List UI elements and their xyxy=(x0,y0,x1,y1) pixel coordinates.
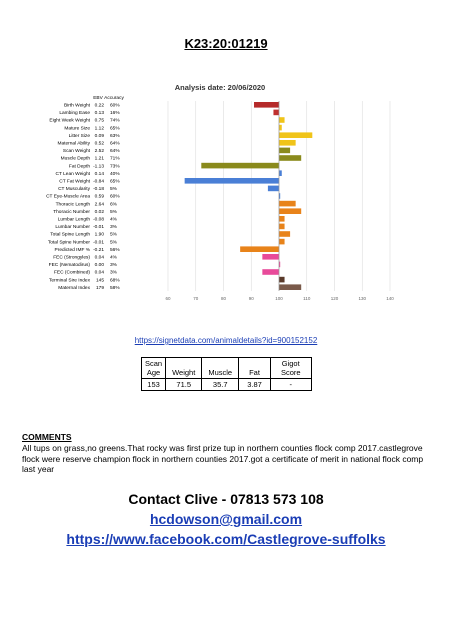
bar xyxy=(279,125,282,131)
scan-table xyxy=(141,357,312,391)
ebv-value: 1.12 xyxy=(94,126,104,132)
contact-line: Contact Clive - 07813 573 108 xyxy=(128,491,324,507)
trait-label: Total Spine Length xyxy=(50,232,90,238)
ebv-value: 2.64 xyxy=(94,202,104,208)
bar xyxy=(201,163,279,169)
x-tick-label: 100 xyxy=(275,296,283,301)
gigot-score-value: - xyxy=(270,379,311,391)
trait-label: Eight Week Weight xyxy=(49,118,90,124)
ebv-value: 0.75 xyxy=(94,118,104,124)
ebv-chart-svg xyxy=(46,80,400,312)
accuracy-value: 60% xyxy=(110,103,120,109)
email-link[interactable]: hcdowson@gmail.com xyxy=(149,511,303,527)
trait-label: Thoracic Number xyxy=(53,209,90,215)
bar xyxy=(279,277,285,283)
trait-label: CT Eye-Muscle Area xyxy=(46,194,90,200)
trait-label: Maternal Ability xyxy=(57,141,90,147)
accuracy-value: 5% xyxy=(110,232,117,238)
ebv-value: -0.01 xyxy=(93,225,104,231)
ebv-value: -1.13 xyxy=(93,164,104,170)
ebv-value: 0.00 xyxy=(94,263,104,269)
bar xyxy=(268,186,279,192)
x-tick-label: 130 xyxy=(358,296,367,301)
bar xyxy=(185,178,279,184)
accuracy-value: 40% xyxy=(110,171,120,177)
trait-label: Terminal Sire Index xyxy=(48,278,90,284)
bar xyxy=(279,148,290,154)
fat-header: Fat xyxy=(239,358,271,379)
weight-header: Weight xyxy=(166,358,202,379)
accuracy-value: 64% xyxy=(110,141,120,147)
accuracy-value: 3% xyxy=(110,263,117,269)
signet-link[interactable]: https://signetdata.com/animaldetails?id=900152152 xyxy=(134,336,318,345)
accuracy-value: 4% xyxy=(110,217,117,223)
accuracy-value: 71% xyxy=(110,156,120,162)
bar xyxy=(279,224,285,230)
accuracy-value: 4% xyxy=(110,255,117,261)
bar xyxy=(279,239,285,245)
accuracy-value: 68% xyxy=(110,278,120,284)
trait-label: CT Muscularity xyxy=(58,187,90,193)
bar xyxy=(273,110,279,116)
bar xyxy=(279,132,312,138)
trait-label: FEC (Nematodirus) xyxy=(48,263,90,269)
gigot-score-header: Gigot Score xyxy=(270,358,311,379)
accuracy-value: 63% xyxy=(110,133,120,139)
accuracy-value: 58% xyxy=(110,285,120,291)
x-tick-label: 140 xyxy=(386,296,394,301)
fat-value: 3.87 xyxy=(239,379,271,391)
trait-label: Total Spine Number xyxy=(47,240,90,246)
ebv-value: 0.04 xyxy=(94,270,104,276)
accuracy-value: 5% xyxy=(110,187,117,193)
ebv-value: 179 xyxy=(95,285,104,291)
bar xyxy=(279,231,290,237)
accuracy-value: 5% xyxy=(110,240,117,246)
page-title: K23:20:01219 xyxy=(184,36,268,51)
trait-label: Muscle Depth xyxy=(60,156,90,162)
ebv-value: 2.52 xyxy=(94,149,104,155)
x-tick-label: 80 xyxy=(220,296,227,301)
accuracy-value: 6% xyxy=(110,202,117,208)
ebv-value: 1.21 xyxy=(94,156,104,162)
ebv-value: 0.04 xyxy=(94,255,104,261)
trait-label: Lambing Ease xyxy=(59,111,90,117)
bar xyxy=(279,155,301,161)
accuracy-value: 65% xyxy=(110,126,120,132)
trait-label: FEC (Combined) xyxy=(54,270,90,276)
accuracy-header: Accuracy xyxy=(104,96,124,101)
bar xyxy=(279,140,296,146)
bar xyxy=(279,208,301,214)
accuracy-value: 73% xyxy=(110,164,120,170)
trait-label: CT Lean Weight xyxy=(55,171,90,177)
trait-label: Scan Weight xyxy=(62,149,90,155)
x-tick-label: 120 xyxy=(330,296,339,301)
ebv-value: 0.14 xyxy=(94,171,104,177)
muscle-value: 35.7 xyxy=(202,379,239,391)
bar xyxy=(279,284,301,290)
scan-age-value: 153 xyxy=(142,379,166,391)
ebv-value: -0.21 xyxy=(93,247,104,253)
trait-label: Birth Weight xyxy=(63,103,90,109)
bar xyxy=(262,269,279,275)
trait-label: Lumbar Length xyxy=(57,217,90,223)
x-tick-label: 90 xyxy=(248,296,254,301)
accuracy-value: 56% xyxy=(110,247,120,253)
ebv-value: -0.18 xyxy=(93,187,104,193)
ebv-value: 0.02 xyxy=(94,209,104,215)
x-tick-label: 110 xyxy=(303,296,311,301)
bar xyxy=(254,102,279,108)
ebv-value: 1.90 xyxy=(94,232,104,238)
bar xyxy=(262,254,279,260)
comments-heading: COMMENTS xyxy=(22,432,72,442)
bar xyxy=(279,170,282,176)
x-tick-label: 70 xyxy=(193,296,199,301)
weight-value: 71.5 xyxy=(166,379,202,391)
scan-age-header: Scan Age xyxy=(142,358,166,379)
trait-label: CT Fat Weight xyxy=(59,179,90,185)
ebv-header: EBV xyxy=(93,96,103,101)
trait-label: Lumbar Number xyxy=(55,225,90,231)
accuracy-value: 64% xyxy=(110,149,120,155)
trait-label: Predicted IMF % xyxy=(54,247,90,253)
bar xyxy=(240,246,279,252)
accuracy-value: 65% xyxy=(110,179,120,185)
accuracy-value: 16% xyxy=(110,111,120,117)
accuracy-value: 5% xyxy=(110,209,117,215)
trait-label: Thoracic Length xyxy=(55,202,90,208)
ebv-value: 0.52 xyxy=(94,141,104,147)
accuracy-value: 3% xyxy=(110,270,117,276)
ebv-value: 0.22 xyxy=(94,103,104,109)
comments-text: All tups on grass,no greens.That rocky was first prize tup in northern counties flock comp 2017.castlegrove flock were reserve champion flock in northern counties 2017.got a certificate of merit in national flock comp last year xyxy=(22,443,424,474)
bar xyxy=(279,216,285,222)
accuracy-value: 60% xyxy=(110,194,120,200)
ebv-chart xyxy=(46,80,400,312)
ebv-value: 0.59 xyxy=(94,194,104,200)
trait-label: Fat Depth xyxy=(68,164,90,170)
facebook-link[interactable]: https://www.facebook.com/Castlegrove-suffolks xyxy=(66,531,386,547)
ebv-value: -0.84 xyxy=(93,179,104,185)
accuracy-value: 3% xyxy=(110,225,117,231)
ebv-value: 0.13 xyxy=(94,111,104,117)
ebv-value: 0.09 xyxy=(94,133,104,139)
trait-label: Mature Size xyxy=(64,126,90,132)
trait-label: Litter Size xyxy=(68,133,90,139)
ebv-value: -0.08 xyxy=(93,217,104,223)
ebv-value: -0.01 xyxy=(93,240,104,246)
accuracy-value: 74% xyxy=(110,118,120,124)
ebv-value: 145 xyxy=(95,278,104,284)
x-tick-label: 60 xyxy=(165,296,171,301)
bar xyxy=(279,201,296,207)
trait-label: FEC (Strongyles) xyxy=(53,255,90,261)
bar xyxy=(279,117,285,123)
muscle-header: Muscle xyxy=(202,358,239,379)
trait-label: Maternal Index xyxy=(58,285,90,291)
chart-title: Analysis date: 20/06/2020 xyxy=(174,83,266,92)
